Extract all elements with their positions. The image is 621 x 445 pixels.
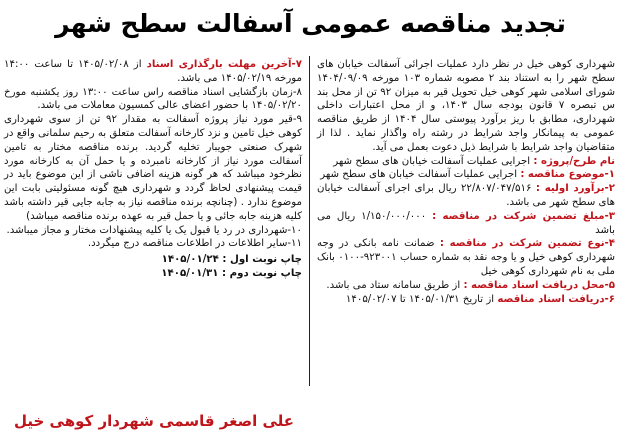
right-column — [317, 58, 615, 306]
column-divider — [309, 56, 310, 386]
item-upload-deadline: ۷-آخرین مهلت بارگذاری اسناد از ۱۴۰۵/۰۲/۰۸ تا ساعت ۱۴:۰۰ مورخه ۱۴۰۵/۰۲/۱۹ می باشد. — [4, 59, 302, 84]
item-bitumen: ۹-قیر مورد نیاز پروژه آسفالت به مقدار ۹۲ تن از سوی شهرداری کوهی خیل تامین و نزد کارخانه آسفالت متعلق به رحیم سلمانی واقع در شهرک صنعتی جویبار تخلیه گردید. برنده مناقصه مختار به تامین آسفالت مورد نیاز از کارخانه نامبرده و یا حمل آن به کارخانه مورد نظرخود میباشد که هر گونه هزینه اضافی ناشی از این موضوع باید در قیمت پیشنهادی لحاظ گردد و شهرداری هیچ گونه مسئولیتی بابت این موضوع ندارد . (چنانچه برنده مناقصه نیاز به جابه جایی قیر داشته باشد کلیه هزینه جابه جائی و یا حمل قیر به عهده برنده مناقصه میباشد) — [4, 114, 302, 222]
item-opening-time: ۸-زمان بازگشایی اسناد مناقصه راس ساعت ۱۳:۰۰ روز یکشنبه مورخ ۱۴۰۵/۰۲/۲۰ با حضور اعضای عالی کمسیون معاملات می باشد. — [4, 86, 302, 112]
item-project: نام طرح/پروژه : اجرایی عملیات آسفالت خیابان های سطح شهر — [333, 155, 615, 167]
print-date-second: چاپ نوبت دوم : ۱۴۰۵/۰۱/۳۱ — [161, 267, 302, 279]
print-dates — [4, 253, 302, 281]
left-column — [4, 58, 302, 281]
item-rejection-right: ۱۰-شهرداری در رد یا قبول یک یا کلیه پیشنهادات مختار و مجاز میباشد. — [6, 224, 302, 236]
item-documents-date: ۶-دریافت اسناد مناقصه از تاریخ ۱۴۰۵/۰۱/۳۱ تا ۱۴۰۵/۰۲/۰۷ — [345, 293, 615, 305]
item-other-info: ۱۱-سایر اطلاعات در اطلاعات مناقصه درج میگردد. — [87, 238, 302, 250]
item-guarantee-type: ۴-نوع تضمین شرکت در مناقصه : ضمانت نامه بانکی در وجه شهرداری کوهی خیل و یا وجه نقد به شماره حساب ۹۲۳۰۰۱-۰۱۰۰ بانک ملی به نام شهرداری کوهی خیل — [317, 238, 615, 277]
print-date-first: چاپ نوبت اول : ۱۴۰۵/۰۱/۲۴ — [161, 254, 302, 266]
notice-title: تجدید مناقصه عمومی آسفالت سطح شهر — [55, 9, 566, 38]
item-subject: ۱-موضوع مناقصه : اجرایی عملیات آسفالت خیابان های سطح شهر — [320, 169, 615, 181]
item-documents-place: ۵-محل دریافت اسناد مناقصه : از طریق سامانه ستاد می باشد. — [326, 279, 615, 291]
mayor-signature: علی اصغر قاسمی شهردار کوهی خیل — [13, 412, 294, 430]
item-guarantee-amount: ۳-مبلغ تضمین شرکت در مناقصه : ۱/۱۵۰/۰۰۰/۰۰۰ ریال می باشد — [317, 210, 616, 236]
item-estimate: ۲-برآورد اولیه : ۲۲/۸۰۷/۰۴۷/۵۱۶ ریال برای اجرای آسفالت خیابان های سطح شهر می باشد. — [317, 183, 615, 208]
intro-paragraph: شهرداری کوهی خیل در نظر دارد عملیات اجرائی آسفالت خیابان های سطح شهر را به استناد بند ۲ مصوبه شماره ۱۰۳ مورخه ۱۴۰۴/۰۹/۰۹ شورای اسلامی شهر کوهی خیل تحویل قیر به میزان ۹۲ تن از محل بند س تبصره ۷ قانون بودجه سال ۱۴۰۳، و از محل اعتبارات داخلی شهرداری، مطابق با ریز برآورد پیوستی سال ۱۴۰۴ از طریق مناقصه عمومی به پیمانکار واجد شرایط در رشته راه واگذار نماید . لذا از متقاضیان واجد شرایط با شرایط ذیل دعوت بعمل می آید. — [317, 59, 615, 153]
